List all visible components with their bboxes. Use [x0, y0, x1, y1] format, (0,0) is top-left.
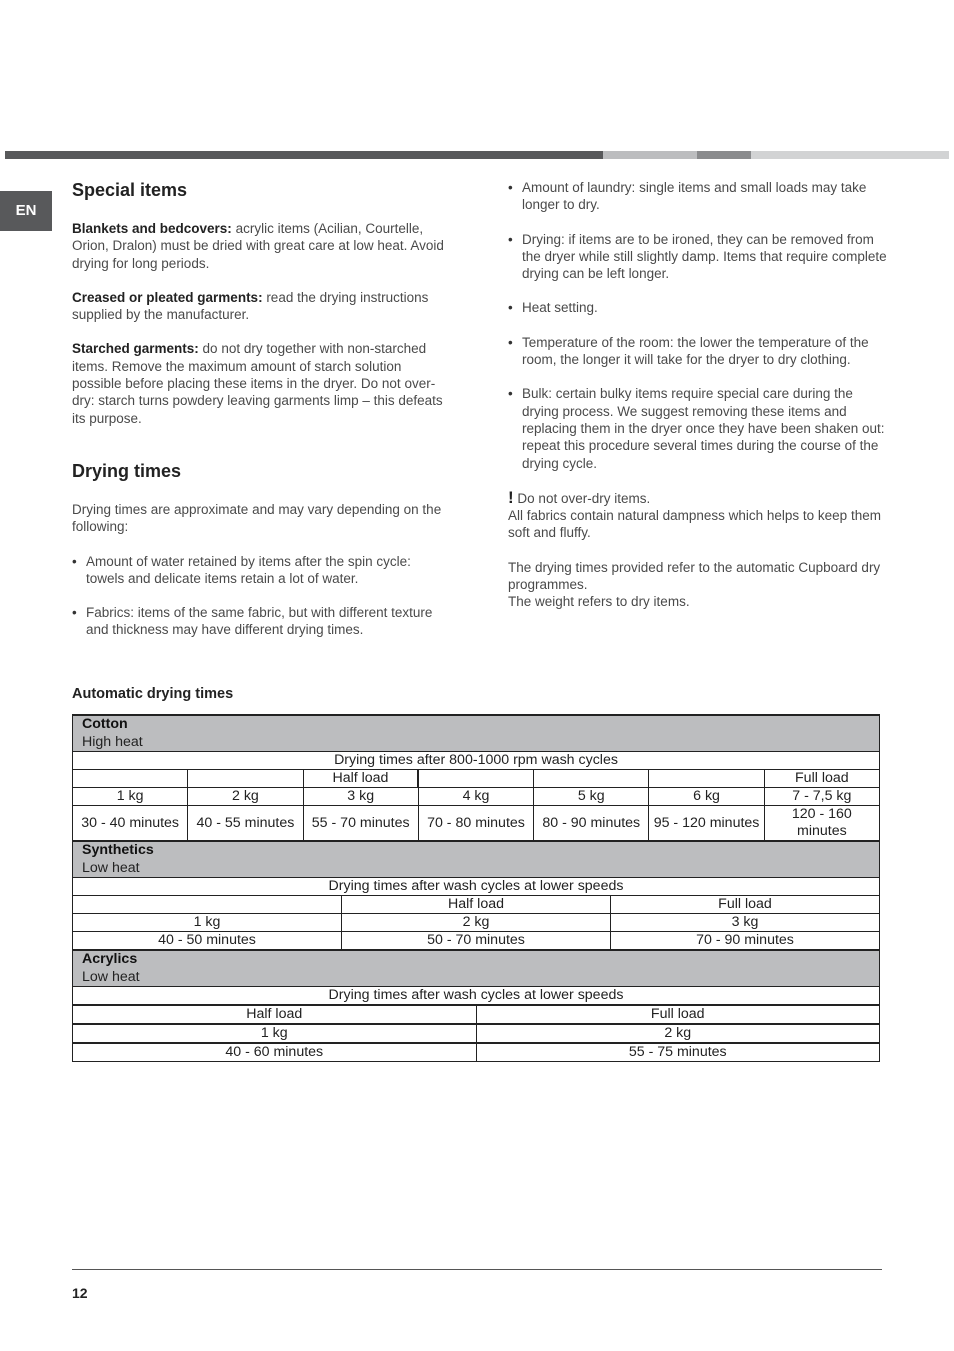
footer-divider	[72, 1269, 882, 1270]
list-item: • Amount of water retained by items after the spin cycle: towels and delicate items retain a lot of water.	[72, 553, 452, 588]
cotton-full-load: Full load	[764, 770, 879, 788]
language-tab: EN	[0, 191, 52, 231]
table-cell	[418, 770, 533, 788]
header-bar-dark	[5, 151, 603, 159]
list-item: • Bulk: certain bulky items require special care during the drying process. We suggest removing these items and replacing them in the dryer once they have been shaken out: repeat this procedure several times during the course of the drying cycle.	[508, 385, 888, 471]
synthetics-header	[73, 842, 880, 878]
table-cell	[534, 770, 649, 788]
page-number: 12	[72, 1285, 88, 1301]
header-bar-light-end	[751, 151, 949, 159]
cotton-weight: 2 kg	[188, 788, 303, 806]
table-row	[73, 715, 880, 752]
cotton-time: 120 - 160 minutes	[764, 806, 879, 841]
note-cupboard: The drying times provided refer to the automatic Cupboard dry programmes.	[508, 559, 881, 593]
table-row	[73, 951, 880, 987]
synthetics-table	[72, 841, 880, 950]
blankets-text: acrylic items (Acilian, Courtelle, Orion, Dralon) must be dried with great care at low heat. Avoid drying for long periods.	[72, 221, 444, 271]
cotton-time: 70 - 80 minutes	[418, 806, 533, 841]
cotton-heat: High heat	[82, 733, 143, 750]
table-row	[73, 878, 880, 896]
table-row	[73, 770, 880, 788]
list-item: • Drying: if items are to be ironed, they can be removed from the dryer while still slightly damp. Items that require complete drying can be left longer.	[508, 231, 888, 283]
synthetics-caption: Drying times after wash cycles at lower speeds	[73, 878, 880, 896]
synthetics-full-load: Full load	[611, 896, 880, 914]
table-row	[73, 788, 880, 806]
cotton-name: Cotton	[82, 716, 128, 732]
synthetics-weight: 3 kg	[611, 914, 880, 932]
starched-label: Starched garments:	[72, 341, 199, 357]
table-cell	[73, 896, 342, 914]
drying-times-table	[72, 714, 880, 1062]
blankets-paragraph	[72, 220, 452, 272]
warning-line	[508, 489, 888, 507]
cotton-weight: 7 - 7,5 kg	[764, 788, 879, 806]
cotton-time: 55 - 70 minutes	[303, 806, 418, 841]
cotton-weight: 1 kg	[73, 788, 188, 806]
table-cell	[73, 770, 188, 788]
table-row	[73, 806, 880, 841]
acrylics-heat: Low heat	[82, 968, 140, 985]
cotton-time: 95 - 120 minutes	[649, 806, 764, 841]
acrylics-weight: 1 kg	[73, 1024, 477, 1043]
synthetics-heat: Low heat	[82, 859, 140, 876]
synthetics-time: 70 - 90 minutes	[611, 932, 880, 950]
table-cell	[188, 770, 303, 788]
warning-text: Do not over-dry items.	[513, 490, 651, 506]
cotton-weight: 6 kg	[649, 788, 764, 806]
drying-times-title: Drying times	[72, 460, 182, 481]
table-title: Automatic drying times	[72, 686, 234, 702]
table-row	[73, 914, 880, 932]
table-row	[73, 752, 880, 770]
cotton-weight: 4 kg	[418, 788, 533, 806]
starched-paragraph	[72, 340, 452, 426]
table-row	[73, 1043, 880, 1062]
right-column	[508, 179, 888, 611]
cotton-weight: 3 kg	[303, 788, 418, 806]
cotton-weight: 5 kg	[534, 788, 649, 806]
synthetics-time: 50 - 70 minutes	[342, 932, 611, 950]
synthetics-weight: 2 kg	[342, 914, 611, 932]
blankets-label: Blankets and bedcovers:	[72, 221, 232, 236]
synthetics-name: Synthetics	[82, 842, 154, 858]
header-bar-light	[603, 151, 697, 159]
list-item: • Fabrics: items of the same fabric, but with different texture and thickness may have different drying times.	[72, 604, 452, 639]
table-cell	[649, 770, 764, 788]
table-row	[73, 1005, 880, 1024]
acrylics-time: 55 - 75 minutes	[476, 1043, 880, 1062]
creased-label: Creased or pleated garments:	[72, 289, 263, 305]
table-row	[73, 987, 880, 1006]
acrylics-caption: Drying times after wash cycles at lower speeds	[73, 987, 880, 1006]
warning-detail: All fabrics contain natural dampness which helps to keep them soft and fluffy.	[508, 508, 881, 541]
acrylics-table	[72, 950, 880, 1062]
acrylics-header	[73, 951, 880, 987]
synthetics-time: 40 - 50 minutes	[73, 932, 342, 950]
starched-text: do not dry together with non-starched items. Remove the maximum amount of starch solution possible before placing these items in the dryer. Do not over-dry: starch turns powdery leaving garments limp – this defeats its purpose.	[72, 341, 443, 426]
cotton-time: 80 - 90 minutes	[534, 806, 649, 841]
list-item: • Heat setting.	[508, 299, 888, 316]
cotton-table	[72, 714, 880, 841]
synthetics-half-load: Half load	[342, 896, 611, 914]
cotton-time: 30 - 40 minutes	[73, 806, 188, 841]
warning-icon: !	[508, 487, 514, 507]
acrylics-time: 40 - 60 minutes	[73, 1043, 477, 1062]
table-row	[73, 842, 880, 878]
table-row	[73, 1024, 880, 1043]
cotton-time: 40 - 55 minutes	[188, 806, 303, 841]
acrylics-full-load: Full load	[476, 1005, 880, 1024]
creased-paragraph	[72, 289, 452, 324]
list-item: • Temperature of the room: the lower the temperature of the room, the longer it will take for the dryer to dry clothing.	[508, 334, 888, 369]
special-items-title: Special items	[72, 180, 188, 200]
cotton-half-load: Half load	[303, 770, 418, 788]
table-row	[73, 932, 880, 950]
table-row	[73, 896, 880, 914]
creased-text: read the drying instructions supplied by the manufacturer.	[72, 289, 429, 323]
acrylics-name: Acrylics	[82, 951, 138, 967]
acrylics-weight: 2 kg	[476, 1024, 880, 1043]
left-column	[72, 178, 452, 639]
drying-intro: Drying times are approximate and may vary depending on the following:	[72, 501, 442, 535]
cotton-header	[73, 715, 880, 752]
synthetics-weight: 1 kg	[73, 914, 342, 932]
note-weight: The weight refers to dry items.	[508, 594, 690, 610]
cotton-caption: Drying times after 800-1000 rpm wash cycles	[73, 752, 880, 770]
header-bar-mid	[697, 151, 751, 159]
list-item: • Amount of laundry: single items and small loads may take longer to dry.	[508, 179, 888, 214]
acrylics-half-load: Half load	[73, 1005, 477, 1024]
